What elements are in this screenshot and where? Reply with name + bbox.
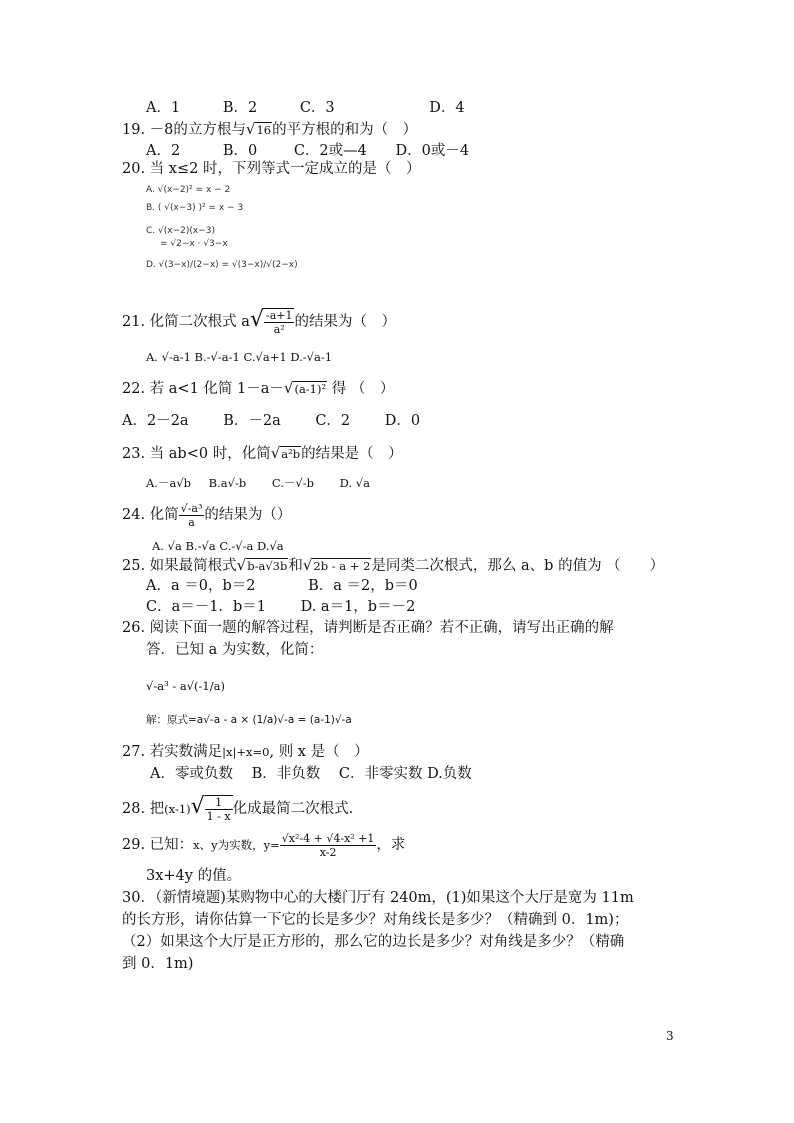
q20-number: 20.	[122, 161, 146, 177]
q22-number: 22.	[122, 381, 146, 397]
q21-number: 21.	[122, 314, 146, 330]
q20-option-d: D. √(3−x)/(2−x) = √(3−x)/√(2−x)	[146, 260, 298, 270]
q23-text-post: 的结果是（ ）	[301, 446, 403, 462]
q30-text-line1: 30．（新情境题)某购物中心的大楼门厅有 240m，(1)如果这个大厅是宽为 11m	[122, 890, 634, 906]
q28-coefficient: (x-1)	[164, 802, 191, 816]
q25-options-row1	[146, 576, 418, 596]
q21-neg-sign: -	[265, 309, 270, 322]
q25-option-d: D. a＝1，b＝－2	[300, 599, 416, 615]
q28-stem: 28. 把(x-1)√ $\frac{1}{1 - x}$ 化成最简二次根式.	[122, 794, 354, 823]
q19-option-a: A．2	[146, 143, 181, 159]
q18-option-a: A．1	[146, 100, 181, 116]
q23-number: 23.	[122, 446, 146, 462]
q24-options	[152, 536, 284, 556]
q22-radicand: (a-1)²	[294, 382, 327, 396]
q28-text-post: 化成最简二次根式.	[232, 801, 354, 817]
q22-option-a: A．2－2a	[122, 413, 189, 429]
q28-text-pre: 把	[149, 801, 165, 817]
q24-text-post: 的结果为（）	[204, 507, 292, 523]
q30-text-line2: 的长方形，请你估算一下它的长是多少？对角线长是多少？（精确到 0．1m)；	[122, 912, 629, 928]
q29-frac-den: x-2	[319, 845, 337, 859]
q18-options	[146, 98, 465, 118]
q24-fraction	[179, 502, 205, 529]
q29-stem	[122, 830, 405, 860]
q25-option-c: C．a＝－1．b＝1	[146, 599, 266, 615]
q20-option-b: B. ( √(x−3) )² = x − 3	[146, 203, 244, 213]
q23-option-c: C.－√-b	[271, 476, 314, 490]
q19-option-b: B．0	[222, 143, 258, 159]
q21-option-a: A. √-a-1	[146, 350, 191, 364]
q28-fraction	[205, 795, 233, 823]
q20-option-a: A. √(x−2)² = x − 2	[146, 185, 231, 195]
q20-option-c-line1: C. √(x−2)(x−3)	[146, 226, 215, 236]
q23-text-pre: 当 ab<0 时，化简	[149, 446, 271, 462]
q24-frac-num: √-a³	[180, 501, 203, 515]
q25-option-b: B．a ＝2，b＝0	[308, 578, 418, 594]
q22-options	[122, 411, 420, 431]
q19-text-pre: －8的立方根与	[149, 122, 246, 138]
q25-text-pre: 如果最简根式	[149, 558, 237, 574]
q21-text-post: 的结果为（ ）	[294, 314, 396, 330]
q25-number: 25.	[122, 558, 146, 574]
q18-option-c: C．3	[299, 100, 335, 116]
q25-text-mid: 和	[288, 558, 303, 574]
q21-text-pre: 化简二次根式 a	[149, 314, 250, 330]
q25-radicand-2: 2b - a + 2	[313, 559, 371, 573]
q24-stem	[122, 500, 291, 530]
q30-text-line3: （2）如果这个大厅是正方形的，那么它的边长是多少？对角线是多少？（精确	[122, 934, 625, 950]
q22-stem: 22. 若 a<1 化简 1－a－√(a-1)² 得 （ ）	[122, 379, 395, 397]
q26-expression: √-a³ - a√(-1/a)	[146, 679, 225, 693]
q23-stem: 23. 当 ab<0 时，化简√a²b的结果是（ ）	[122, 444, 403, 462]
q21-options	[146, 347, 332, 367]
q26-line1	[122, 618, 614, 638]
q25-option-a: A．a ＝0，b＝2	[146, 578, 256, 594]
q19-option-c: C．2或—4	[293, 143, 367, 159]
q23-option-b: B.a√-b	[208, 476, 247, 490]
q26-number: 26.	[122, 620, 146, 636]
q28-number: 28.	[122, 801, 146, 817]
q22-text-post: 得 （ ）	[331, 381, 395, 397]
q27-option-d: D.负数	[427, 766, 472, 782]
page-number: 3	[666, 1029, 674, 1043]
q25-text-post: 是同类二次根式，那么 a、b 的值为 （ ）	[371, 558, 665, 574]
q21-option-d: D.-√a-1	[290, 350, 333, 364]
q27-option-a: A．零或负数	[150, 766, 233, 782]
q23-radicand: a²b	[281, 447, 301, 461]
q19-stem: 19. －8的立方根与√16的平方根的和为（ ）	[122, 120, 418, 138]
q21-frac-num: a+1	[269, 309, 293, 322]
q20-text: 当 x≤2 时，下列等式一定成立的是（ ）	[149, 161, 421, 177]
q24-text-pre: 化简	[149, 507, 179, 523]
q27-number: 27.	[122, 744, 146, 760]
q21-frac-den: a²	[273, 323, 285, 336]
q22-option-c: C．2	[315, 413, 351, 429]
q19-radicand: 16	[256, 123, 272, 137]
q28-frac-num: 1	[205, 796, 233, 810]
q19-number: 19.	[122, 122, 146, 138]
q21-fraction	[264, 308, 295, 336]
q21-stem: 21. 化简二次根式 a√ $\frac{-a+1}{\text{a²}}$ 的结果为（ ）	[122, 307, 396, 336]
q25-stem: 25. 如果最简根式√b-a√3b和√2b - a + 2是同类二次根式，那么 a、b 的值为 （ ）	[122, 556, 665, 574]
q27-condition: |x|+x=0	[222, 745, 270, 759]
q19-text-post: 的平方根的和为（ ）	[272, 122, 418, 138]
q22-option-d: D．0	[384, 413, 421, 429]
q24-frac-den: a	[188, 515, 195, 529]
q29-frac-num: √x²-4 + √4-x² +1	[281, 831, 375, 845]
q24-number: 24.	[122, 507, 146, 523]
q29-text-mid: x、y为实数，y=	[193, 838, 280, 852]
q25-options-row2	[146, 597, 415, 617]
q18-option-d: D．4	[429, 100, 465, 116]
q29-text-post: ，求	[376, 837, 406, 853]
q24-option-d: D.√a	[256, 539, 284, 553]
q27-text-post: , 则 x 是（ ）	[269, 744, 369, 760]
q23-option-d: D. √a	[339, 476, 370, 490]
q22-text-pre: 若 a<1 化简 1－a－	[149, 381, 284, 397]
q23-option-a: A.－a√b	[146, 476, 192, 490]
q21-option-c: C.√a+1	[243, 350, 287, 364]
q24-option-a: A. √a	[152, 539, 182, 553]
q24-option-b: B.-√a	[185, 539, 216, 553]
q20-option-c-line2: = √2−x · √3−x	[160, 239, 228, 249]
q19-options	[146, 141, 469, 161]
q21-option-b: B.-√-a-1	[194, 350, 240, 364]
q30-text-line4: 到 0．1m)	[122, 956, 194, 972]
q29-text-pre: 已知：	[149, 837, 194, 853]
q26-solution: 解：原式=a√-a - a × (1/a)√-a = (a-1)√-a	[146, 714, 352, 726]
q23-options	[146, 473, 370, 493]
q24-option-c: C.-√-a	[219, 539, 254, 553]
q27-text-pre: 若实数满足	[149, 744, 223, 760]
q27-option-c: C．非零实数	[338, 766, 423, 782]
q28-frac-den: 1 - x	[206, 810, 231, 823]
q19-option-d: D．0或－4	[395, 143, 470, 159]
q29-text-line2: 3x+4y 的值。	[146, 868, 242, 884]
q27-stem	[122, 742, 369, 762]
q29-fraction	[280, 832, 377, 859]
q26-text-line2: 答．已知 a 为实数，化简：	[146, 642, 324, 658]
q27-option-b: B．非负数	[251, 766, 321, 782]
q26-text-line1: 阅读下面一题的解答过程，请判断是否正确？若不正确，请写出正确的解	[149, 620, 614, 636]
q27-options	[150, 764, 472, 784]
q29-number: 29.	[122, 837, 146, 853]
q25-radicand-1: b-a√3b	[247, 559, 288, 573]
q22-option-b: B．－2a	[223, 413, 281, 429]
q18-option-b: B．2	[222, 100, 258, 116]
q20-stem	[122, 159, 420, 179]
